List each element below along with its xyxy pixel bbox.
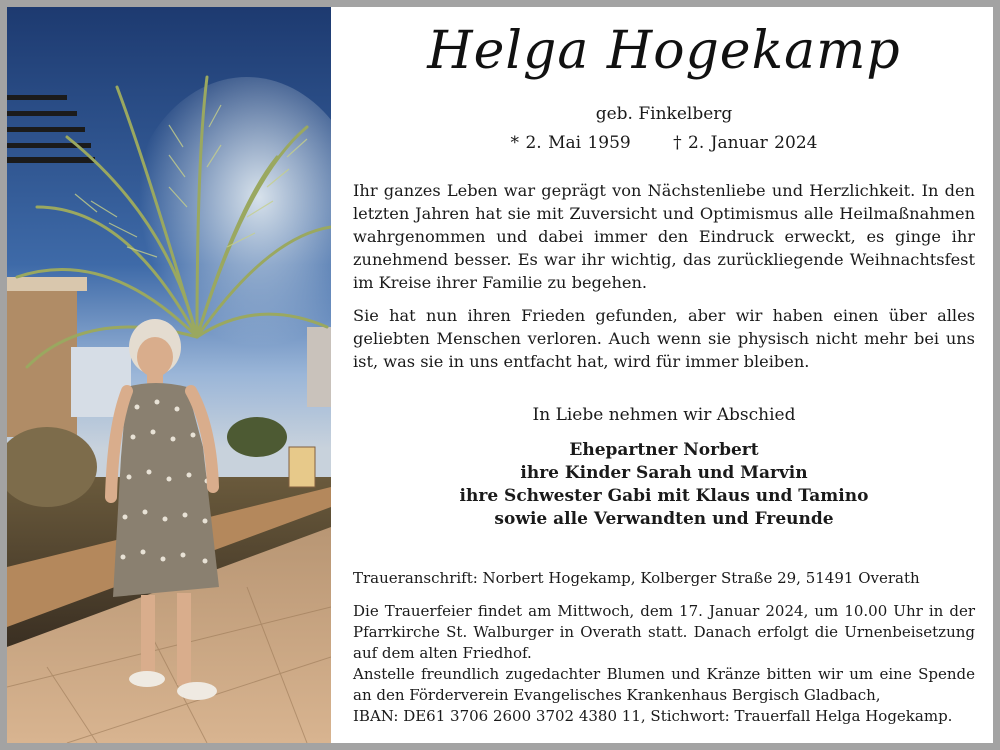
tribute-paragraph: Ihr ganzes Leben war geprägt von Nächstenliebe und Herzlichkeit. In den letzten Jahren hat sie mit Zuversicht und Optimismus alle Heilmaßnahmen wahrgenommen und dabei immer den Eindruck erweckt, es ginge ihr zunehmend besser. Es war ihr wichtig, das zurückliegende Weihnachtsfest im Kreise ihrer Familie zu begehen.	[353, 181, 975, 292]
photo-illustration	[7, 7, 331, 743]
life-dates	[353, 133, 975, 153]
service-details	[353, 601, 975, 727]
obituary-card	[7, 7, 993, 743]
birth-name: geb. Finkelberg	[595, 104, 733, 124]
death-date: † 2. Januar 2024	[673, 133, 818, 153]
mourners-list	[353, 439, 975, 531]
farewell-line: In Liebe nehmen wir Abschied	[532, 405, 796, 425]
birth-date: * 2. Mai 1959	[510, 133, 631, 153]
tribute-paragraph-2: Sie hat nun ihren Frieden gefunden, aber wir haben einen über alles geliebten Menschen verloren. Auch wenn sie physisch nicht mehr bei uns ist, was sie in uns entfacht hat, wird für immer bleiben.	[353, 306, 975, 371]
mourner-line: sowie alle Verwandten und Freunde	[494, 509, 834, 529]
donation-info: Anstelle freundlich zugedachter Blumen und Kränze bitten wir um eine Spende an den Förderverein Evangelisches Krankenhaus Bergisch Gladbach,	[353, 665, 975, 704]
portrait-photo	[7, 7, 331, 743]
obituary-text	[353, 7, 975, 743]
mourner-line: Ehepartner Norbert	[569, 440, 759, 460]
iban-info: IBAN: DE61 3706 2600 3702 4380 11, Stichwort: Trauerfall Helga Hogekamp.	[353, 707, 953, 725]
mourner-line: ihre Kinder Sarah und Marvin	[520, 463, 808, 483]
mourner-line: ihre Schwester Gabi mit Klaus und Tamino	[459, 486, 869, 506]
funeral-info: Die Trauerfeier findet am Mittwoch, dem 17. Januar 2024, um 10.00 Uhr in der Pfarrkirche St. Walburger in Overath statt. Danach erfolgt die Urnenbeisetzung auf dem alten Friedhof.	[353, 602, 975, 662]
deceased-name: Helga Hogekamp	[427, 21, 901, 81]
mourning-address: Traueranschrift: Norbert Hogekamp, Kolberger Straße 29, 51491 Overath	[353, 569, 920, 587]
